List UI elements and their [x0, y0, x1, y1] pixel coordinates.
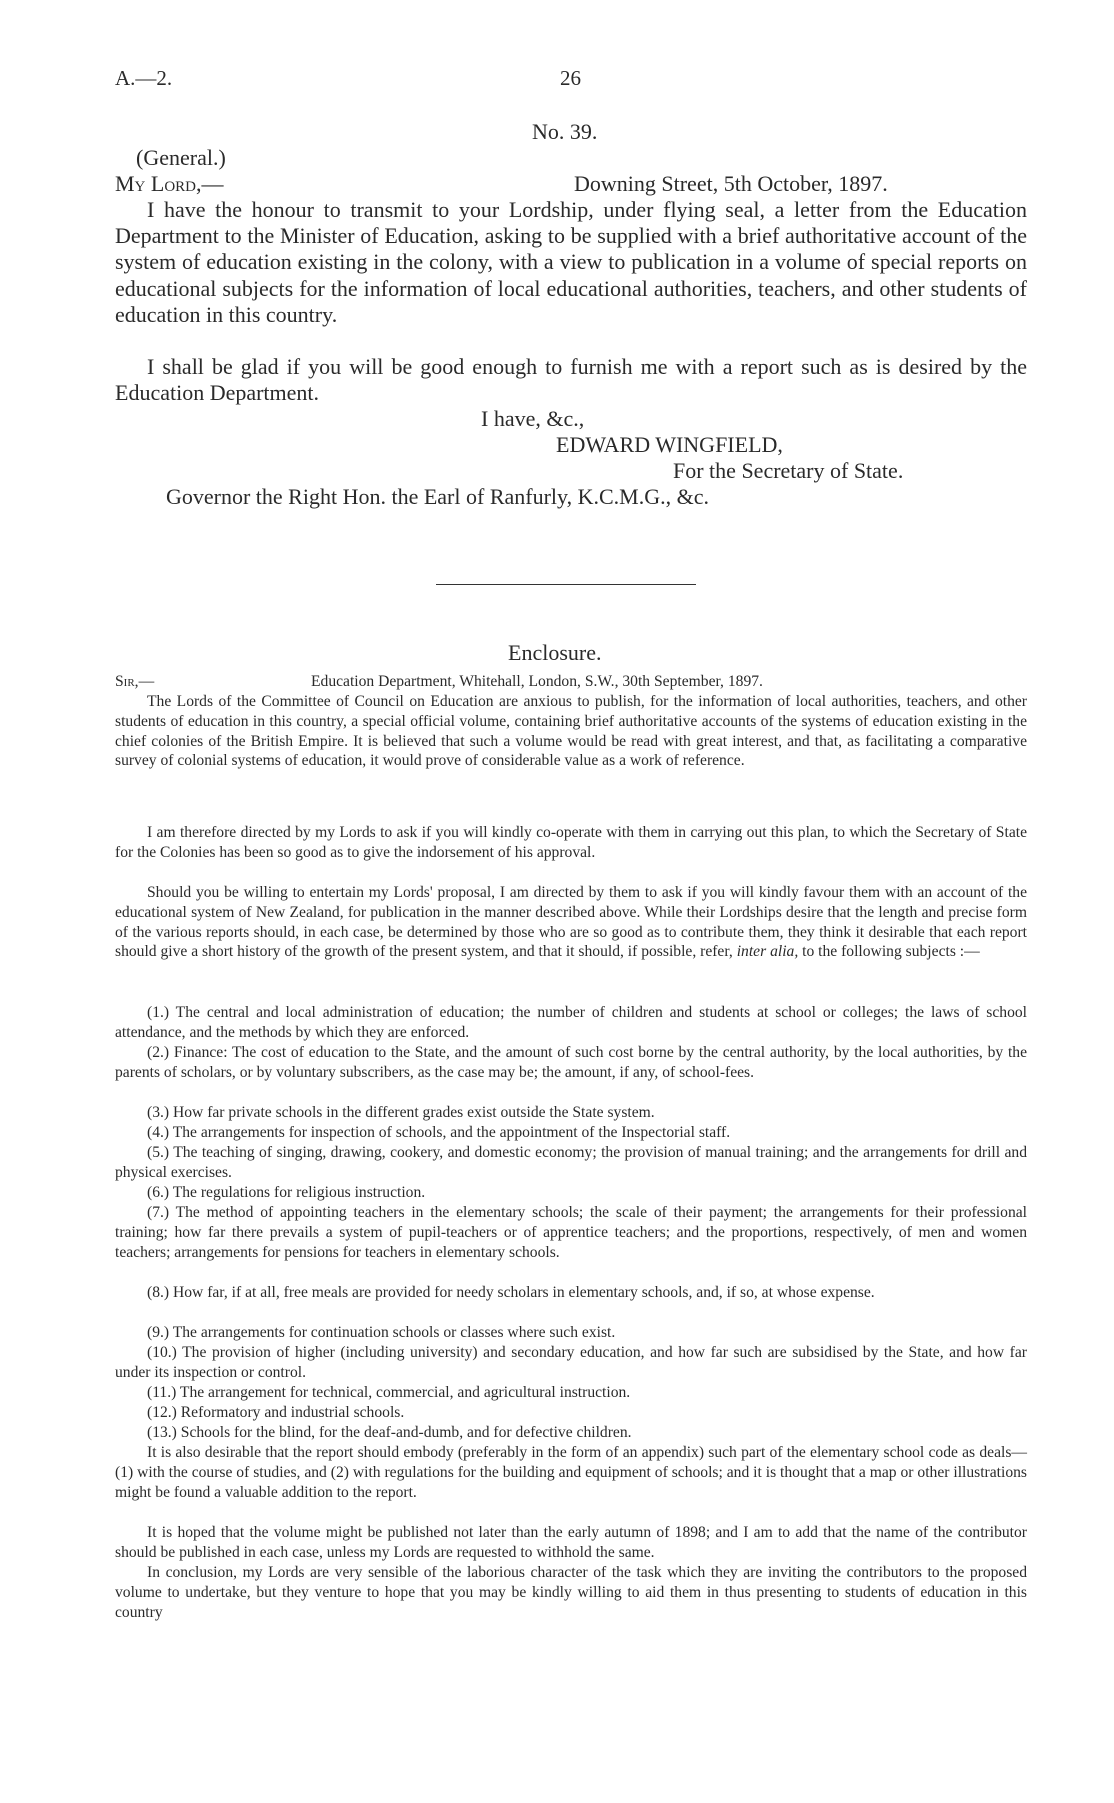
- subject-item: (8.) How far, if at all, free meals are provided for needy scholars in elementary schools, and, if so, at whose expense.: [147, 1284, 875, 1301]
- subject-item: (2.) Finance: The cost of education to the State, and the amount of such cost borne by the central authority, by the local authorities, by the parents of scholars, or by voluntary subscribers, as the case may be; the amount, if any, of school-fees.: [115, 1044, 1027, 1081]
- enclosure-paragraph: It is hoped that the volume might be published not later than the early autumn of 1898; and I am to add that the name of the contributor should be published in each case, unless my Lords are requested to withhold the same.: [115, 1524, 1027, 1561]
- despatch-paragraph: I have the honour to transmit to your Lordship, under flying seal, a letter from the Education Department to the Minister of Education, asking to be supplied with a brief authoritative account of the system of education existing in the colony, with a view to publication in a volume of special reports on educational subjects for the information of local educational authorities, teachers, and other students of education in this country.: [115, 197, 1027, 327]
- enclosure-paragraph: The Lords of the Committee of Council on Education are anxious to publish, for the information of local authorities, teachers, and other students of education in this country, a special official volume, containing brief authoritative accounts of the systems of education existing in the chief colonies of the British Empire. It is believed that such a volume would be read with great interest, and that, as facilitating a comparative survey of colonial systems of education, it would prove of considerable value as a work of reference.: [115, 693, 1027, 770]
- request-text-start: Should you be willing to entertain my Lords' proposal, I am directed by them to ask if you will kindly favour them with an account of the educational system of New Zealand, for publication in the manner described above. While their Lordships desire that the length and precise form of the various reports should, in each case, be determined by those who are so good as to contribute them, they think it desirable that each report should give a short history of the growth of the present system, and that it should, if possible, refer,: [115, 884, 1027, 961]
- enclosure-paragraph: I am therefore directed by my Lords to ask if you will kindly co-operate with them in carrying out this plan, to which the Secretary of State for the Colonies has been so good as to give the indorsement of his approval.: [115, 824, 1027, 861]
- subject-item: (13.) Schools for the blind, for the deaf-and-dumb, and for defective children.: [147, 1424, 632, 1441]
- enclosure-request-paragraph: [115, 883, 1027, 962]
- despatch-signatory-title: For the Secretary of State.: [673, 458, 904, 483]
- despatch-salutation: My Lord,—: [115, 171, 224, 196]
- page-number: 26: [560, 66, 581, 90]
- request-text-end: to the following subjects :—: [798, 943, 980, 961]
- subject-item: (3.) How far private schools in the different grades exist outside the State system.: [147, 1104, 655, 1121]
- despatch-addressee: Governor the Right Hon. the Earl of Ranfurly, K.C.M.G., &c.: [166, 484, 709, 509]
- enclosure-final-paragraph: In conclusion, my Lords are very sensible of the laborious character of the task which they are inviting the contributors to the proposed volume to undertake, but they venture to hope that you may be kindly willing to aid them in thus presenting to students of education in this country: [115, 1564, 1027, 1621]
- subject-item: (12.) Reformatory and industrial schools.: [147, 1404, 405, 1421]
- despatch-classification: (General.): [136, 145, 226, 170]
- request-text-italic: inter alia,: [736, 943, 799, 961]
- enclosure-paragraph: It is also desirable that the report should embody (preferably in the form of an appendix) such part of the elementary school code as deals—(1) with the course of studies, and (2) with regulations for the building and equipment of schools; and it is thought that a map or other illustrations might be found a valuable addition to the report.: [115, 1444, 1027, 1501]
- subject-item: (6.) The regulations for religious instruction.: [147, 1184, 426, 1201]
- despatch-signatory: EDWARD WINGFIELD,: [556, 432, 783, 457]
- despatch-number: No. 39.: [532, 119, 598, 144]
- despatch-place-date: Downing Street, 5th October, 1897.: [574, 171, 888, 196]
- enclosure-heading: Enclosure.: [508, 640, 602, 665]
- subject-item: (5.) The teaching of singing, drawing, cookery, and domestic economy; the provision of manual training; and the arrangements for drill and physical exercises.: [115, 1144, 1027, 1181]
- subject-item: (4.) The arrangements for inspection of schools, and the appointment of the Inspectorial staff.: [147, 1124, 731, 1141]
- enclosure-place-date: Education Department, Whitehall, London, S.W., 30th September, 1897.: [311, 673, 763, 690]
- section-divider: [436, 584, 696, 585]
- enclosure-salutation: Sir,—: [115, 673, 155, 690]
- subject-item: (9.) The arrangements for continuation schools or classes where such exist.: [147, 1324, 616, 1341]
- document-reference: A.—2.: [115, 66, 173, 90]
- subject-item: (7.) The method of appointing teachers in the elementary schools; the scale of their payment; the arrangements for their professional training; how far there prevails a system of pupil-teachers or of apprentice teachers; and the proportions, respectively, of men and women teachers; arrangements for pensions for teachers in elementary schools.: [115, 1204, 1027, 1261]
- despatch-closing: I have, &c.,: [481, 406, 585, 431]
- despatch-paragraph: I shall be glad if you will be good enough to furnish me with a report such as is desired by the Education Department.: [115, 354, 1027, 406]
- subject-item: (10.) The provision of higher (including university) and secondary education, and how far such are subsidised by the State, and how far under its inspection or control.: [115, 1344, 1027, 1381]
- subject-item: (1.) The central and local administration of education; the number of children and students at school or colleges; the laws of school attendance, and the methods by which they are enforced.: [115, 1004, 1027, 1041]
- subject-item: (11.) The arrangement for technical, commercial, and agricultural instruction.: [147, 1384, 631, 1401]
